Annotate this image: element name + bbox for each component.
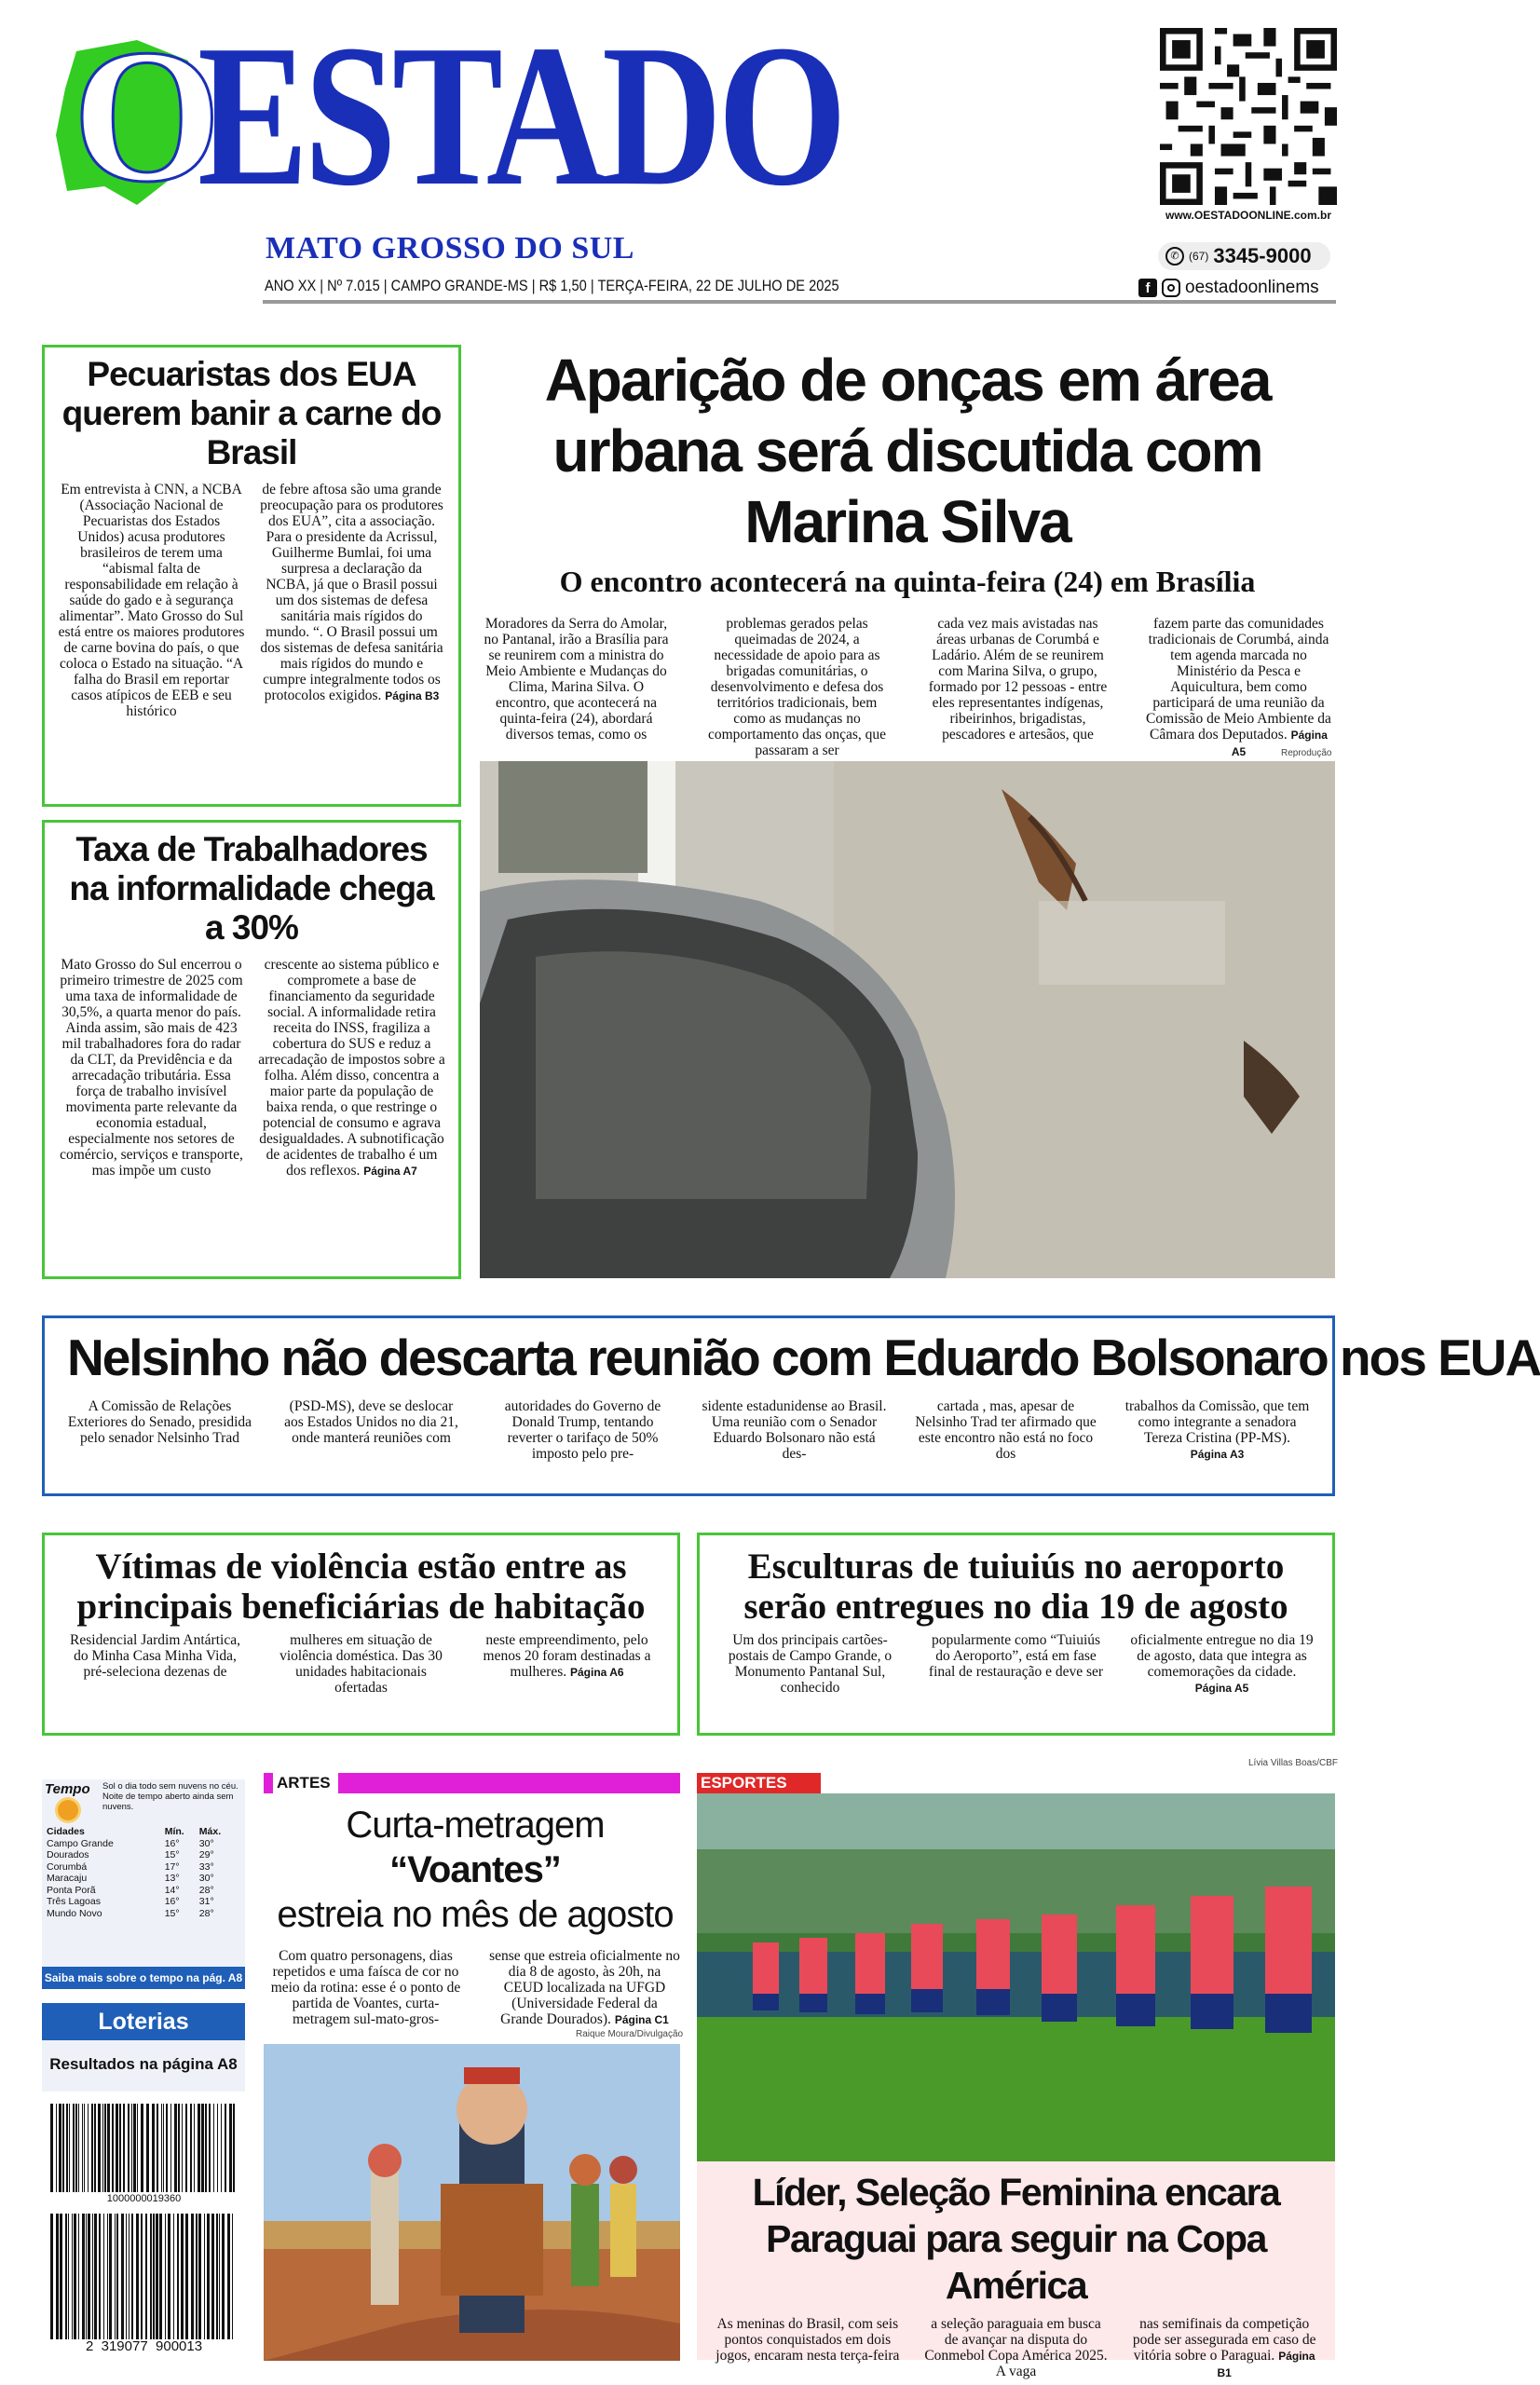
- photo-credit: Reprodução: [1281, 748, 1332, 758]
- article-column: Mato Grosso do Sul encerrou o primeiro trimestre de 2025 com uma taxa de informalidade de 30,5%, a quarta menor do país. Ainda assim, são mais de 423 mil trabalhadores fora do radar da CLT, da Previdência e da arrecadação tributária. Essa força de trabalho invisível movimenta parte relevante da economia estadual, especialmente nos setores de comércio, serviços e transporte, mas impõe um custo: [60, 957, 243, 1179]
- barcode-number-bottom: 2 319077 900013: [85, 2338, 203, 2354]
- barcode-number-top: 1000000019360: [106, 2193, 182, 2204]
- masthead-rule: [263, 300, 1336, 304]
- weather-table: [47, 1826, 238, 1919]
- article-column: cada vez mais avistadas nas áreas urbanas de Corumbá e Ladário. Além de se reunirem com Marina Silva, o grupo, formado por 12 pessoas - entre eles representantes indígenas, ribeirinhos, brigadistas, pescadores e artesãos, que: [928, 616, 1108, 743]
- article-vitimas[interactable]: [42, 1533, 680, 1736]
- lottery-label: Loterias: [42, 2003, 245, 2040]
- facebook-icon[interactable]: f: [1138, 279, 1157, 297]
- headline: [270, 1803, 680, 1937]
- article-column: autoridades do Governo de Donald Trump, tentando reverter o tarifaço de 50% imposto pelo pre-: [504, 1398, 661, 1462]
- subheadline: O encontro acontecerá na quinta-feira (24) em Brasília: [559, 565, 1256, 598]
- headline: Taxa de Trabalhadores na informalidade chega a 30%: [69, 830, 434, 947]
- page-reference[interactable]: Página A5: [1231, 729, 1328, 758]
- article-column: nas semifinais da competição pode ser assegurada em caso de vitória sobre o Paraguai.: [1132, 2316, 1316, 2364]
- page-reference[interactable]: Página B1: [1217, 2350, 1315, 2379]
- barcode: [48, 2104, 239, 2360]
- photo-credit: Lívia Villas Boas/CBF: [1248, 1758, 1338, 1768]
- article-column: A Comissão de Relações Exteriores do Senado, presidida pelo senador Nelsinho Trad: [67, 1398, 252, 1446]
- section-bar-esportes: [697, 1773, 821, 1793]
- article-column: cartada , mas, apesar de Nelsinho Trad ter afirmado que este encontro não está no foco dos: [915, 1398, 1097, 1462]
- instagram-icon[interactable]: [1162, 279, 1180, 297]
- article-column: (PSD-MS), deve se deslocar aos Estados Unidos no dia 21, onde manterá reuniões com: [284, 1398, 458, 1446]
- logo-o: O: [73, 10, 222, 222]
- article-column: sidente estadunidense ao Brasil. Uma reunião com o Senador Eduardo Bolsonaro não está des-: [702, 1398, 887, 1462]
- article-column: As meninas do Brasil, com seis pontos conquistados em dois jogos, encaram nesta terça-feira: [715, 2316, 900, 2364]
- article-esportes[interactable]: [697, 2161, 1335, 2379]
- article-oncas[interactable]: [480, 345, 1335, 758]
- headline-quote: “Voantes”: [389, 1849, 561, 1890]
- article-nelsinho[interactable]: [42, 1315, 1540, 1496]
- headline: Nelsinho não descarta reunião com Eduardo Bolsonaro nos EUA: [67, 1329, 1540, 1386]
- weather-description: Sol o dia todo sem nuvens no céu. Noite de tempo aberto ainda sem nuvens.: [102, 1781, 238, 1812]
- table-row: Ponta Porã 14° 28°: [47, 1884, 214, 1896]
- phone-icon: ✆: [1165, 247, 1184, 266]
- qr-code[interactable]: [1160, 28, 1337, 205]
- article-column: problemas gerados pelas queimadas de 2024, a necessidade de apoio para as brigadas comunitárias, o desenvolvimento e defesa dos territórios tradicionais, bem como as mudanças no comportamento das onças, que passaram a ser: [707, 616, 887, 758]
- page-reference[interactable]: Página A5: [1194, 1682, 1249, 1695]
- phone-number: 3345-9000: [1213, 244, 1312, 267]
- page-reference[interactable]: Página A3: [1190, 1448, 1245, 1461]
- page-reference[interactable]: Página A7: [363, 1165, 417, 1178]
- table-row: Dourados 15° 29°: [47, 1849, 214, 1860]
- article-column: Com quatro personagens, dias repetidos e uma faísca de cor no meio da rotina: esse é o ponto de partida de Voantes, curta-metragem sul-mato-gros-: [270, 1948, 461, 2027]
- weather-box[interactable]: [42, 1779, 245, 1989]
- photo-credit: Raique Moura/Divulgação: [576, 2029, 684, 2039]
- article-column: sense que estreia oficialmente no dia 8 de agosto, às 20h, na CEUD localizada na UFGD (Universidade Federal da Grande Dourados).: [489, 1948, 680, 2027]
- football-photo[interactable]: [697, 1793, 1335, 2161]
- masthead: [0, 0, 1374, 307]
- col-header: Máx.: [198, 1826, 222, 1837]
- section-label: ARTES: [264, 1773, 338, 1793]
- table-row: Mundo Novo 15° 28°: [47, 1907, 214, 1919]
- social-row[interactable]: [1138, 274, 1334, 302]
- article-column: Residencial Jardim Antártica, do Minha Casa Minha Vida, pré-seleciona dezenas de: [70, 1632, 240, 1680]
- table-row: Corumbá 17° 33°: [47, 1860, 214, 1873]
- logo-estado: ESTADO: [198, 4, 843, 228]
- article-taxa[interactable]: [42, 820, 461, 1279]
- section-label: ESPORTES: [701, 1774, 787, 1792]
- jaguar-photo[interactable]: [480, 761, 1335, 1278]
- article-esculturas[interactable]: [697, 1533, 1335, 1736]
- headline-part: estreia no mês de agosto: [277, 1894, 674, 1935]
- article-column: a seleção paraguaia em busca de avançar na disputa do Conmebol Copa América 2025. A vaga: [924, 2316, 1108, 2379]
- article-pecuaristas[interactable]: [42, 345, 461, 807]
- headline: Aparição de onças em área urbana será discutida com Marina Silva: [544, 347, 1271, 555]
- page-reference[interactable]: Página A6: [570, 1666, 624, 1679]
- page-reference[interactable]: Página C1: [614, 2013, 669, 2026]
- table-row: Maracaju 13° 30°: [47, 1873, 214, 1884]
- barcode-top: [48, 2104, 239, 2192]
- article-column: popularmente como “Tuiuiús do Aeroporto”, está em fase final de restauração e deve ser: [928, 1632, 1104, 1680]
- lottery-box[interactable]: [42, 2003, 245, 2092]
- headline: Esculturas de tuiuiús no aeroporto serão entregues no dia 19 de agosto: [743, 1547, 1288, 1627]
- headline: Pecuaristas dos EUA querem banir a carne do Brasil: [61, 355, 442, 471]
- table-row: Três Lagoas 16° 31°: [47, 1896, 214, 1907]
- col-header: Mín.: [164, 1826, 184, 1837]
- phone-box[interactable]: [1158, 242, 1330, 270]
- headline: Vítimas de violência estão entre as principais beneficiárias de habitação: [76, 1547, 646, 1627]
- section-bar-artes: [264, 1773, 680, 1793]
- lottery-result[interactable]: Resultados na página A8: [49, 2055, 238, 2073]
- sun-icon: [58, 1800, 78, 1820]
- headline-part: Curta-metragem: [346, 1805, 605, 1846]
- article-column: Um dos principais cartões-postais de Campo Grande, o Monumento Pantanal Sul, conhecido: [728, 1632, 893, 1696]
- article-column: fazem parte das comunidades tradicionais de Corumbá, ainda tem agenda marcada no Ministério da Pesca e Aquicultura, bem como participará de uma reunião da Comissão de Meio Ambiente da Câmara dos Deputados.: [1146, 616, 1331, 743]
- article-column: Moradores da Serra do Amolar, no Pantanal, irão a Brasília para se reunirem com a ministra do Meio Ambiente e Mudanças do Clima, Marina Silva. O encontro, que acontecerá na quinta-feira (24), abordará diversos temas, como os: [484, 616, 669, 743]
- weather-label: Tempo: [45, 1781, 90, 1797]
- page-reference[interactable]: Página B3: [385, 689, 440, 702]
- headline: Líder, Seleção Feminina encara Paraguai para seguir na Copa América: [752, 2171, 1280, 2307]
- website-url[interactable]: www.OESTADOONLINE.com.br: [1165, 209, 1331, 222]
- voantes-photo[interactable]: [264, 2044, 680, 2361]
- state-name: MATO GROSSO DO SUL: [266, 231, 634, 266]
- col-header: Cidades: [47, 1826, 85, 1837]
- article-column: de febre aftosa são uma grande preocupação para os produtores dos EUA”, cita a associação. Para o presidente da Acrissul, Guilherme Bumlai, foi uma surpresa a declaração da NCBA, já que o Brasil possui um dos sistemas de defesa sanitária mais rígidos do mundo. “. O Brasil possui um dos sistemas de defesa sanitária mais rígidos do mundo e cumpre integralmente todos os protocolos exigidos.: [260, 482, 443, 703]
- article-column: mulheres em situação de violência doméstica. Das 30 unidades habitacionais ofertadas: [279, 1632, 443, 1696]
- article-column: oficialmente entregue no dia 19 de agosto, data que integra as comemorações da cidade.: [1130, 1632, 1314, 1680]
- edition-info: ANO XX | Nº 7.015 | CAMPO GRANDE-MS | R$ 1,50 | TERÇA-FEIRA, 22 DE JULHO DE 2025: [265, 277, 839, 294]
- table-row: Campo Grande 16° 30°: [47, 1837, 214, 1849]
- barcode-bottom: [48, 2214, 239, 2339]
- article-column: Em entrevista à CNN, a NCBA (Associação Nacional de Pecuaristas dos Estados Unidos) acusa produtores brasileiros de terem uma “abismal falta de responsabilidade em relação à saúde do gado e à segurança alimentar”. Mato Grosso do Sul está entre os maiores produtores de carne bovina do país, o que coloca o Estado na situação. “A falha do Brasil em reportar casos atípicos de EEB e seu histórico: [58, 482, 245, 719]
- article-artes[interactable]: [270, 1803, 680, 2027]
- article-column: crescente ao sistema público e compromete a base de financiamento da seguridade social. A informalidade retira receita do INSS, fragiliza a cobertura do SUS e reduz a arrecadação de impostos sobre a folha. Além disso, concentra a maior parte da população de baixa renda, o que restringe o potencial de consumo e agrava desigualdades. A subnotificação de acidentes de trabalho é um dos reflexos.: [258, 957, 445, 1179]
- article-column: neste empreendimento, pelo menos 20 foram destinadas a mulheres.: [483, 1632, 651, 1680]
- social-handle: oestadoonlinems: [1185, 278, 1319, 297]
- weather-more-link[interactable]: Saiba mais sobre o tempo na pág. A8: [42, 1967, 245, 1989]
- phone-prefix: (67): [1189, 250, 1209, 263]
- article-column: trabalhos da Comissão, que tem como integrante a senadora Tereza Cristina (PP-MS).: [1124, 1398, 1310, 1446]
